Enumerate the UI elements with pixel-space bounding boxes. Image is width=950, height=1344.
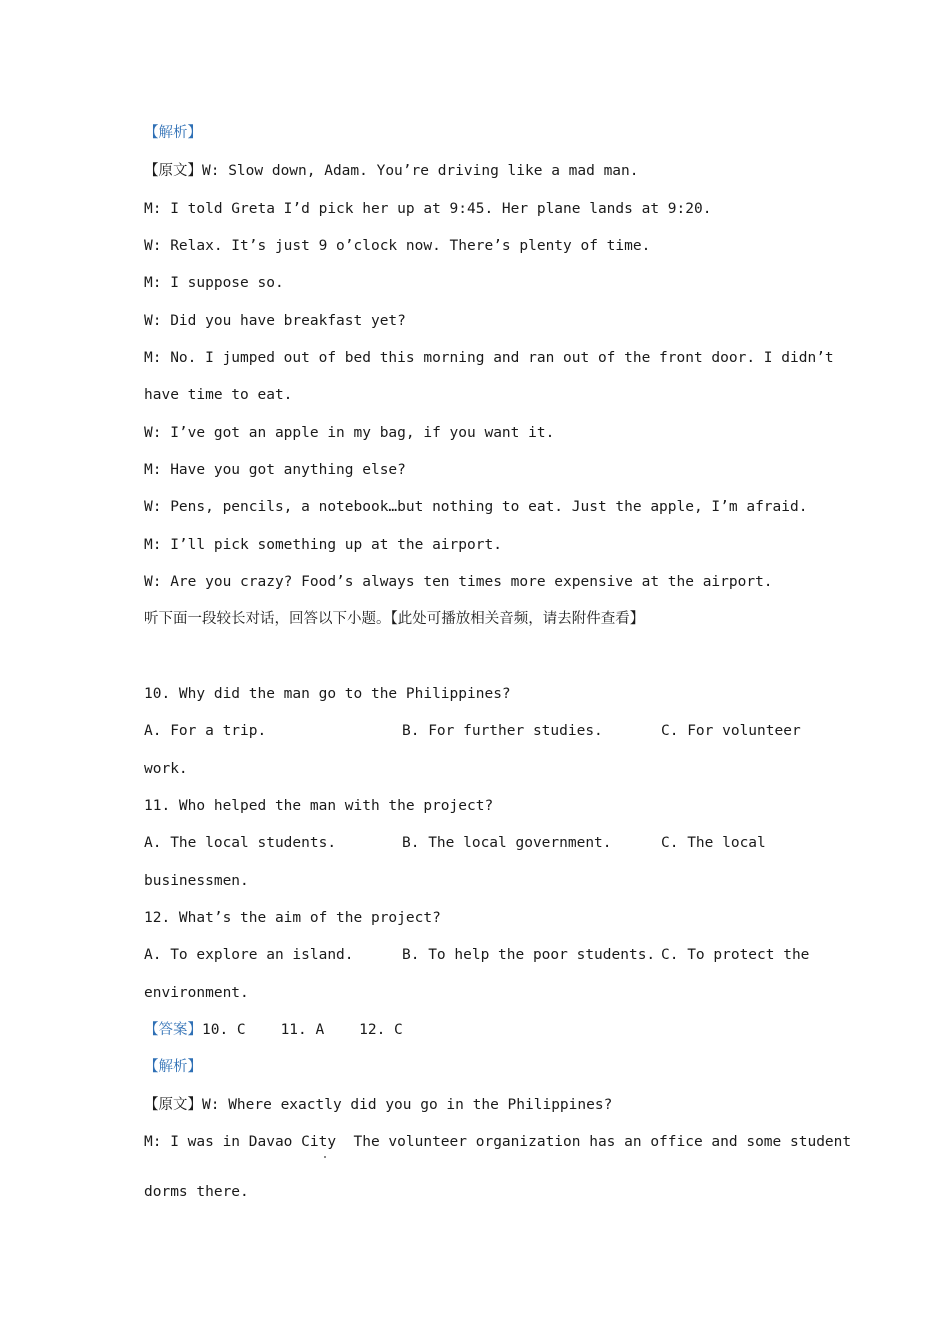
- stray-dot: [324, 1156, 326, 1158]
- transcript-line: W: I’ve got an apple in my bag, if you want it.: [144, 425, 555, 441]
- analysis-heading: 【解析】: [144, 1059, 202, 1075]
- transcript-line: M: I suppose so.: [144, 275, 284, 291]
- transcript-line: W: Are you crazy? Food’s always ten times more expensive at the airport.: [144, 574, 773, 590]
- answer-label: 【答案】: [144, 1022, 202, 1038]
- transcript-line: M: Have you got anything else?: [144, 462, 406, 478]
- option-c: C. For volunteer: [661, 723, 801, 739]
- transcript-line: M: No. I jumped out of bed this morning and ran out of the front door. I didn’t: [144, 350, 834, 366]
- transcript-line: M: I’ll pick something up at the airport.: [144, 537, 502, 553]
- transcript-label: 【原文】: [144, 163, 202, 179]
- option-a: A. For a trip.: [144, 723, 267, 739]
- answer-text: 10. C 11. A 12. C: [202, 1022, 403, 1038]
- option-c-continued: work.: [144, 761, 188, 777]
- transcript-line: M: I was in Davao City The volunteer organization has an office and some student: [144, 1134, 852, 1150]
- transcript-line: have time to eat.: [144, 387, 293, 403]
- option-b: B. For further studies.: [402, 723, 603, 739]
- transcript-line: W: Relax. It’s just 9 o’clock now. There’s plenty of time.: [144, 238, 651, 254]
- option-b: B. The local government.: [402, 835, 612, 851]
- listening-instruction: 听下面一段较长对话，回答以下小题。【此处可播放相关音频，请去附件查看】: [144, 611, 645, 627]
- transcript-line: 【原文】W: Slow down, Adam. You’re driving like a mad man.: [144, 163, 639, 179]
- analysis-heading: 【解析】: [144, 125, 202, 141]
- option-a: A. To explore an island.: [144, 947, 354, 963]
- transcript-line: W: Did you have breakfast yet?: [144, 313, 406, 329]
- option-b: B. To help the poor students.: [402, 947, 656, 963]
- answer-line: [144, 1020, 403, 1040]
- question-stem: 11. Who helped the man with the project?: [144, 798, 494, 814]
- option-c-continued: environment.: [144, 985, 249, 1001]
- transcript-line: dorms there.: [144, 1184, 249, 1200]
- option-c: C. The local: [661, 835, 766, 851]
- option-c-continued: businessmen.: [144, 873, 249, 889]
- option-a: A. The local students.: [144, 835, 337, 851]
- transcript-label: 【原文】: [144, 1097, 202, 1113]
- transcript-line: M: I told Greta I’d pick her up at 9:45. Her plane lands at 9:20.: [144, 201, 712, 217]
- question-stem: 12. What’s the aim of the project?: [144, 910, 441, 926]
- option-c: C. To protect the: [661, 947, 810, 963]
- transcript-line: 【原文】W: Where exactly did you go in the Philippines?: [144, 1097, 613, 1113]
- transcript-line: W: Pens, pencils, a notebook…but nothing to eat. Just the apple, I’m afraid.: [144, 499, 808, 515]
- question-stem: 10. Why did the man go to the Philippines?: [144, 686, 511, 702]
